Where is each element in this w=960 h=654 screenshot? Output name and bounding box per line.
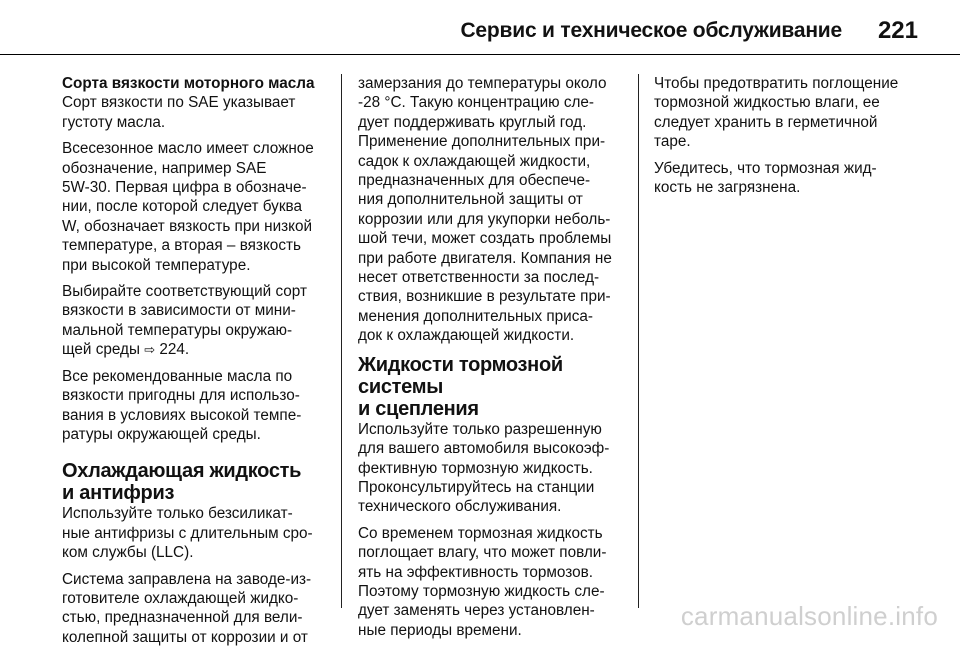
paragraph-sae-grade: Сорт вязкости по SAE указывает густоту масла. — [62, 94, 296, 131]
paragraph-check-contamination: Убедитесь, что тормозная жид- кость не загрязнена. — [654, 159, 877, 197]
page-number: 221 — [877, 17, 918, 44]
paragraph-choose-viscosity — [62, 282, 330, 360]
paragraph-recommended-oils: Все рекомендованные масла по вязкости пригодны для использо- вания в условиях высокой темпе- ратуры окружающей среды. — [62, 367, 302, 443]
header-divider — [0, 54, 960, 55]
column-2 — [358, 74, 626, 647]
paragraph-choose-viscosity-text: Выбирайте соответствующий сорт вязкости в зависимости от мини- мальной температуры окружаю- щей среды — [62, 283, 307, 359]
paragraph-multigrade-oil: Всесезонное масло имеет сложное обозначение, например SAE 5W-30. Первая цифра в обозначе- нии, после которой следует буква W, обозначает вязкость при низкой температуре, а вторая – вязкость при высокой температуре. — [62, 140, 314, 274]
paragraph-factory-fill: Система заправлена на заводе-из- готовителе охлаждающей жидко- стью, предназначенной для вели- колепной защиты от коррозии и от — [62, 570, 312, 646]
paragraph-moisture-absorption: Со временем тормозная жидкость поглощает влагу, что может повли- ять на эффективность тормозов. Поэтому тормозную жидкость сле- дует заменять через установлен- ные периоды времени. — [358, 524, 607, 639]
page-reference-icon: ⇨ — [144, 342, 156, 358]
paragraph-sealed-storage: Чтобы предотвратить поглощение тормозной жидкостью влаги, ее следует хранить в герметичной таре. — [654, 75, 899, 151]
paragraph-silicate-free: Используйте только безсиликат- ные антифризы с длительным сро- ком службы (LLC). — [62, 505, 313, 562]
column-divider-1 — [341, 74, 342, 608]
heading-oil-viscosity: Сорта вязкости моторного масла — [62, 75, 315, 92]
page-title: Сервис и техническое обслуживание — [460, 19, 842, 42]
column-1 — [62, 74, 330, 654]
paragraph-approved-fluid: Используйте только разрешенную для вашего автомобиля высокоэф- фективную тормозную жидкость. Проконсультируйтесь на станции технического обслуживания. — [358, 420, 610, 516]
page-header — [0, 0, 960, 54]
paragraph-freeze-protection: замерзания до температуры около -28 °C. Такую концентрацию сле- дует поддерживать круглый год. Применение дополнительных при- садок к охлаждающей жидкости, предназначенных для обеспече- ния дополнительной защиты от коррозии или для укупорки неболь- шой течи, может создать проблемы при работе двигателя. Компания не несет ответственности за послед- ствия, возникшие в результате при- менения дополнительных приса- док к охлаждающей жидкости. — [358, 75, 612, 345]
column-3 — [654, 74, 922, 204]
page-reference-link[interactable]: 224. — [159, 341, 190, 359]
watermark: carmanualsonline.info — [680, 601, 938, 631]
section-title-coolant: Охлаждающая жидкость и антифриз — [62, 460, 302, 505]
section-title-brake-fluid: Жидкости тормозной системы и сцепления — [358, 353, 563, 420]
column-divider-2 — [638, 74, 639, 608]
